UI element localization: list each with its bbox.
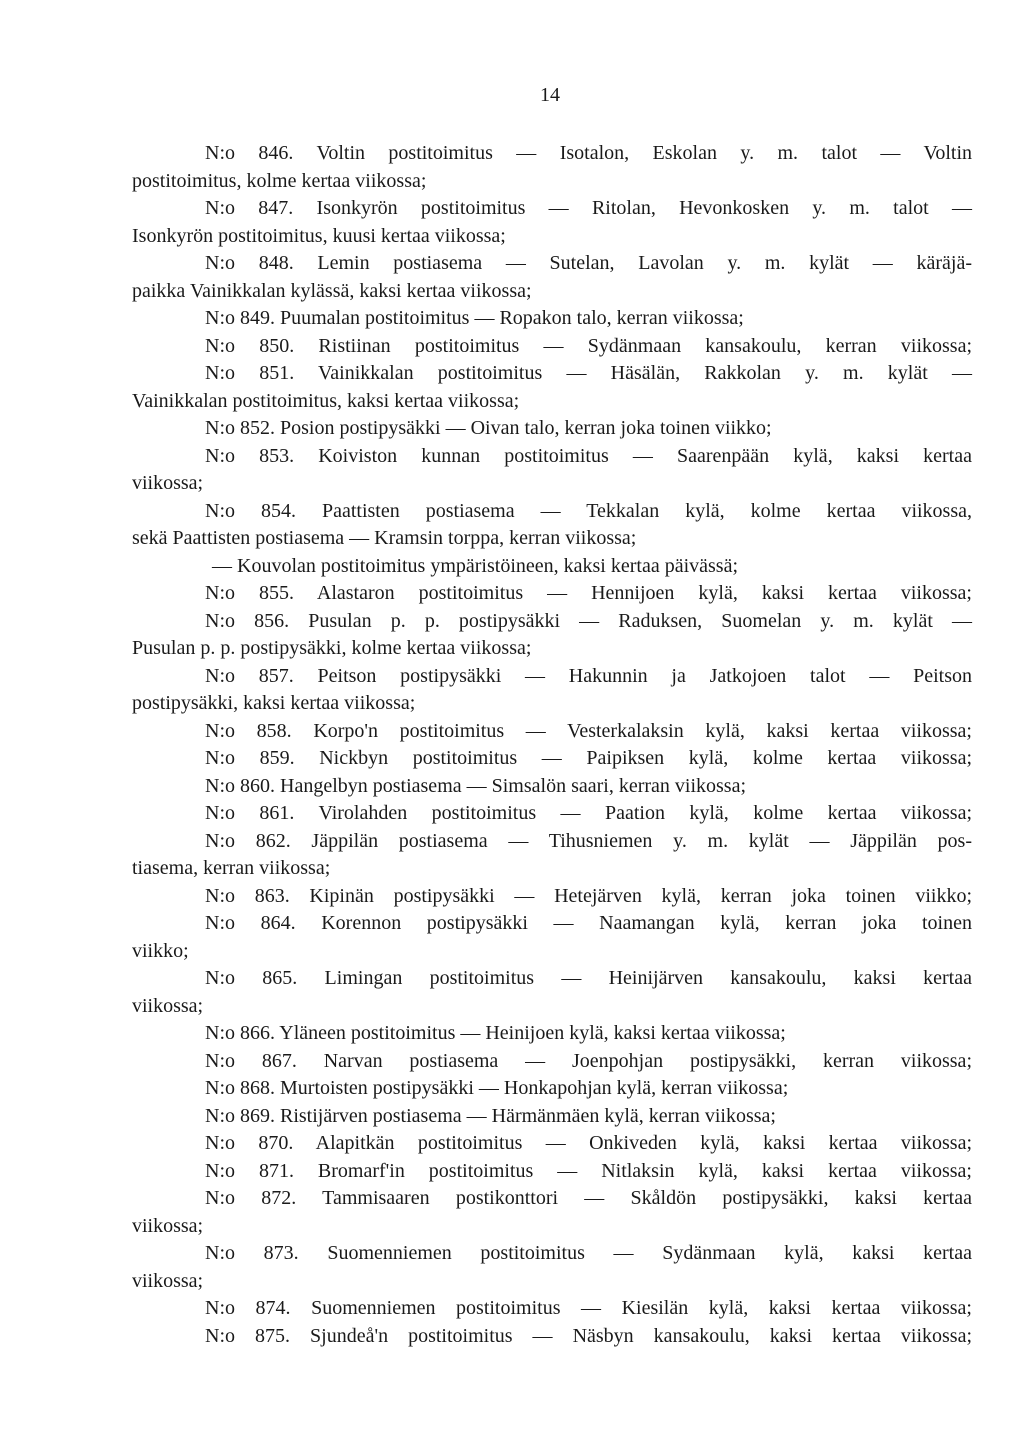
text-line: N:o 859. Nickbyn postitoimitus — Paipiksen kylä, kolme kertaa viikossa; xyxy=(205,747,972,769)
text-line: viikossa; xyxy=(132,1214,204,1237)
text-line: N:o 861. Virolahden postitoimitus — Paation kylä, kolme kertaa viikossa; xyxy=(205,802,972,824)
text-line: paikka Vainikkalan kylässä, kaksi kertaa viikossa; xyxy=(132,279,532,302)
text-line: N:o 874. Suomenniemen postitoimitus — Kiesilän kylä, kaksi kertaa viikossa; xyxy=(205,1297,972,1319)
text-line: N:o 871. Bromarf'in postitoimitus — Nitlaksin kylä, kaksi kertaa viikossa; xyxy=(205,1159,972,1182)
text-line: N:o 847. Isonkyrön postitoimitus — Ritolan, Hevonkosken y. m. talot — xyxy=(205,197,972,219)
text-line: N:o 866. Yläneen postitoimitus — Heinijoen kylä, kaksi kertaa viikossa; xyxy=(205,1022,786,1044)
text-line: N:o 855. Alastaron postitoimitus — Hennijoen kylä, kaksi kertaa viikossa; xyxy=(205,582,972,604)
text-line: Isonkyrön postitoimitus, kuusi kertaa viikossa; xyxy=(132,224,506,247)
page-number: 14 xyxy=(540,84,560,106)
text-line: postipysäkki, kaksi kertaa viikossa; xyxy=(132,692,416,714)
text-line: viikossa; xyxy=(132,472,204,494)
text-line: N:o 858. Korpo'n postitoimitus — Vesterkalaksin kylä, kaksi kertaa viikossa; xyxy=(205,719,972,742)
text-line: Pusulan p. p. postipysäkki, kolme kertaa viikossa; xyxy=(132,637,532,659)
text-line: N:o 852. Posion postipysäkki — Oivan talo, kerran joka toinen viikko; xyxy=(205,417,772,439)
text-line: N:o 857. Peitson postipysäkki — Hakunnin ja Jatkojoen talot — Peitson xyxy=(205,664,972,687)
text-line: N:o 846. Voltin postitoimitus — Isotalon, Eskolan y. m. talot — Voltin xyxy=(205,142,972,164)
text-line: N:o 856. Pusulan p. p. postipysäkki — Raduksen, Suomelan y. m. kylät — xyxy=(205,609,972,632)
text-line: N:o 865. Limingan postitoimitus — Heinijärven kansakoulu, kaksi kertaa xyxy=(205,967,972,989)
text-line: — Kouvolan postitoimitus ympäristöineen, kaksi kertaa päivässä; xyxy=(212,554,739,577)
document-body xyxy=(132,140,972,1350)
text-line: N:o 869. Ristijärven postiasema — Härmänmäen kylä, kerran viikossa; xyxy=(205,1104,776,1127)
text-line: N:o 850. Ristiinan postitoimitus — Sydänmaan kansakoulu, kerran viikossa; xyxy=(205,334,972,357)
text-line: sekä Paattisten postiasema — Kramsin torppa, kerran viikossa; xyxy=(132,527,637,549)
text-line: tiasema, kerran viikossa; xyxy=(132,857,331,879)
text-line: Vainikkalan postitoimitus, kaksi kertaa viikossa; xyxy=(132,389,520,412)
text-line: N:o 872. Tammisaaren postikonttori — Skåldön postipysäkki, kaksi kertaa xyxy=(205,1187,972,1209)
text-line: N:o 867. Narvan postiasema — Joenpohjan postipysäkki, kerran viikossa; xyxy=(205,1049,972,1072)
text-line: N:o 862. Jäppilän postiasema — Tihusniemen y. m. kylät — Jäppilän pos- xyxy=(205,829,972,852)
text-line: N:o 848. Lemin postiasema — Sutelan, Lavolan y. m. kylät — käräjä- xyxy=(205,252,972,274)
text-line: N:o 854. Paattisten postiasema — Tekkalan kylä, kolme kertaa viikossa, xyxy=(205,499,972,522)
text-line: N:o 870. Alapitkän postitoimitus — Onkiveden kylä, kaksi kertaa viikossa; xyxy=(205,1132,972,1154)
text-line: N:o 851. Vainikkalan postitoimitus — Häsälän, Rakkolan y. m. kylät — xyxy=(205,362,972,384)
text-line: N:o 849. Puumalan postitoimitus — Ropakon talo, kerran viikossa; xyxy=(205,307,744,329)
text-line: N:o 863. Kipinän postipysäkki — Hetejärven kylä, kerran joka toinen viikko; xyxy=(205,884,972,907)
text-line: postitoimitus, kolme kertaa viikossa; xyxy=(132,169,427,192)
text-line: N:o 868. Murtoisten postipysäkki — Honkapohjan kylä, kerran viikossa; xyxy=(205,1077,789,1099)
text-line: viikko; xyxy=(132,939,189,962)
text-line: viikossa; xyxy=(132,1269,204,1292)
text-line: N:o 860. Hangelbyn postiasema — Simsalön saari, kerran viikossa; xyxy=(205,774,747,797)
text-line: N:o 873. Suomenniemen postitoimitus — Sydänmaan kylä, kaksi kertaa xyxy=(205,1242,972,1264)
text-line: viikossa; xyxy=(132,994,204,1017)
text-line: N:o 875. Sjundeå'n postitoimitus — Näsbyn kansakoulu, kaksi kertaa viikossa; xyxy=(205,1324,972,1347)
text-line: N:o 864. Korennon postipysäkki — Naamangan kylä, kerran joka toinen xyxy=(205,912,972,934)
text-line: N:o 853. Koiviston kunnan postitoimitus — Saarenpään kylä, kaksi kertaa xyxy=(205,444,972,467)
